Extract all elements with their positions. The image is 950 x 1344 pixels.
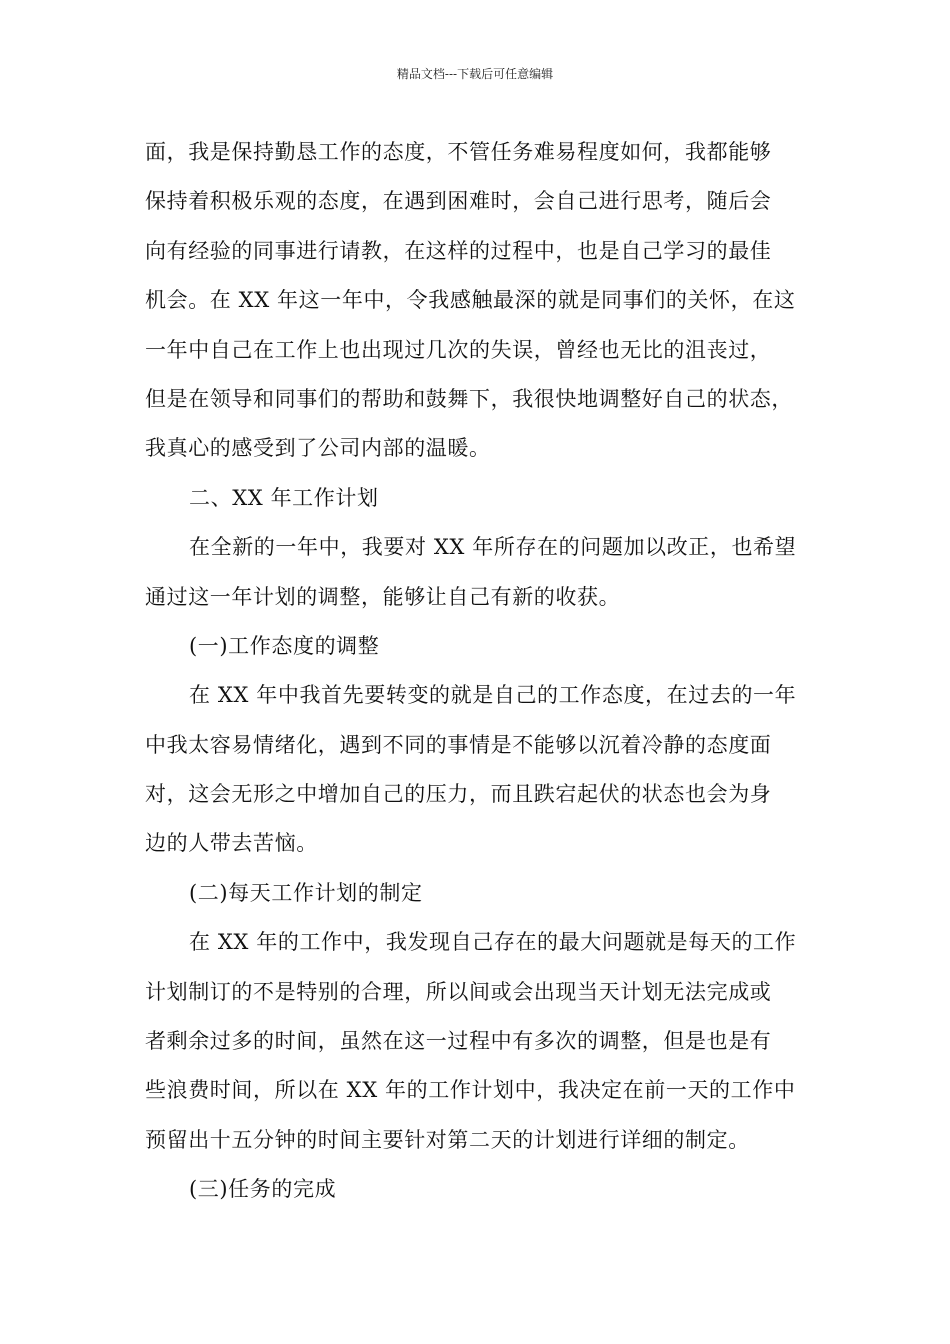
text-line: 机会。在 XX 年这一年中，令我感触最深的就是同事们的关怀，在这 — [145, 288, 796, 313]
subsection-heading: (二)每天工作计划的制定 — [189, 880, 423, 905]
text-line: 保持着积极乐观的态度，在遇到困难时，会自己进行思考，随后会 — [145, 189, 772, 214]
text-line: 者剩余过多的时间，虽然在这一过程中有多次的调整，但是也是有 — [145, 1029, 772, 1054]
text-line: 预留出十五分钟的时间主要针对第二天的计划进行详细的制定。 — [145, 1127, 750, 1152]
text-line: 一年中自己在工作上也出现过几次的失误，曾经也无比的沮丧过， — [145, 337, 772, 362]
section-heading: 二、XX 年工作计划 — [189, 485, 379, 510]
text-line: 边的人带去苦恼。 — [145, 831, 318, 856]
paragraph-start: 在 XX 年的工作中，我发现自己存在的最大问题就是每天的工作 — [189, 930, 797, 955]
subsection-heading: (一)工作态度的调整 — [189, 633, 380, 658]
document-body — [145, 130, 825, 1217]
text-line: 通过这一年计划的调整，能够让自己有新的收获。 — [145, 584, 621, 609]
paragraph-start: 在 XX 年中我首先要转变的就是自己的工作态度，在过去的一年 — [189, 683, 797, 708]
text-line: 面，我是保持勤恳工作的态度，不管任务难易程度如何，我都能够 — [145, 140, 772, 164]
text-line: 但是在领导和同事们的帮助和鼓舞下，我很快地调整好自己的状态， — [145, 386, 793, 411]
paragraph-start: 在全新的一年中，我要对 XX 年所存在的问题加以改正，也希望 — [189, 535, 797, 560]
text-line: 计划制订的不是特别的合理，所以间或会出现当天计划无法完成或 — [145, 979, 772, 1004]
text-line: 些浪费时间，所以在 XX 年的工作计划中，我决定在前一天的工作中 — [145, 1078, 796, 1103]
text-line: 我真心的感受到了公司内部的温暖。 — [145, 436, 491, 461]
page-header: 精品文档---下载后可任意编辑 — [396, 67, 554, 81]
text-line: 中我太容易情绪化，遇到不同的事情是不能够以沉着冷静的态度面 — [145, 732, 772, 757]
text-line: 对，这会无形之中增加自己的压力，而且跌宕起伏的状态也会为身 — [145, 782, 772, 807]
subsection-heading: (三)任务的完成 — [189, 1177, 337, 1202]
text-line: 向有经验的同事进行请教，在这样的过程中，也是自己学习的最佳 — [145, 238, 772, 263]
